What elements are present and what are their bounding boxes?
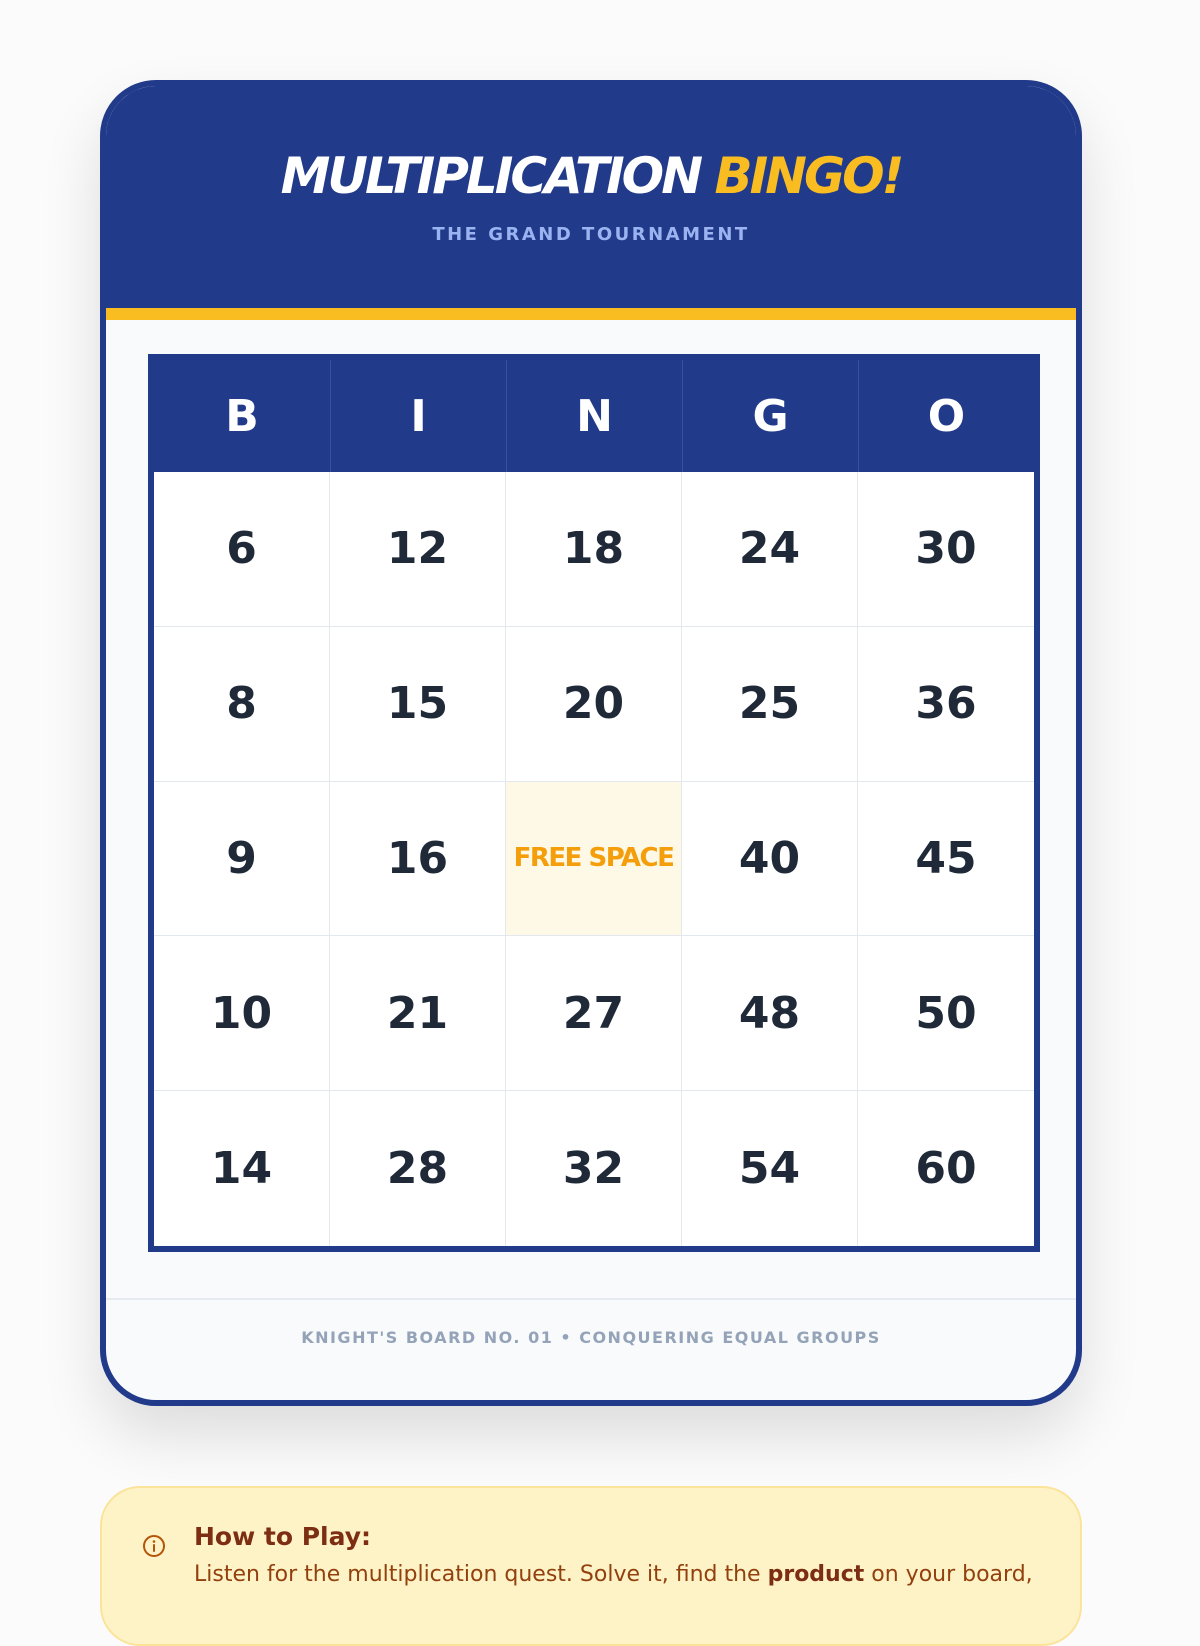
bingo-cell[interactable]: 16: [330, 782, 506, 937]
title-main: MULTIPLICATION: [280, 147, 701, 205]
bingo-cell[interactable]: 21: [330, 936, 506, 1091]
free-space-cell[interactable]: FREE SPACE: [506, 782, 682, 937]
bingo-cell[interactable]: 36: [858, 627, 1034, 782]
bingo-cell[interactable]: 32: [506, 1091, 682, 1246]
column-letter-o: O: [858, 360, 1034, 472]
bingo-cell[interactable]: 9: [154, 782, 330, 937]
bingo-cell[interactable]: 24: [682, 472, 858, 627]
bingo-letter-row: [154, 360, 1034, 472]
column-letter-b: B: [225, 390, 259, 442]
bingo-cell[interactable]: 60: [915, 1143, 977, 1195]
column-letter-i: I: [330, 360, 506, 472]
bingo-card: [100, 80, 1082, 1406]
bingo-cell[interactable]: 8: [154, 627, 330, 782]
how-to-play-panel: [100, 1486, 1082, 1646]
bingo-cell[interactable]: 50: [858, 936, 1034, 1091]
bingo-cell[interactable]: 54: [682, 1091, 858, 1246]
card-footer: [106, 1298, 1076, 1406]
bingo-cell[interactable]: 48: [682, 936, 858, 1091]
bingo-cell[interactable]: 27: [506, 936, 682, 1091]
bingo-cell[interactable]: 25: [682, 627, 858, 782]
bingo-cell[interactable]: 18: [506, 472, 682, 627]
subtitle: THE GRAND TOURNAMENT: [432, 224, 750, 245]
bingo-cell[interactable]: 20: [506, 627, 682, 782]
bingo-cells: [154, 472, 1034, 1246]
column-letter-g: G: [682, 360, 858, 472]
bingo-cell[interactable]: 12: [330, 472, 506, 627]
title-accent: BINGO!: [714, 147, 902, 205]
bingo-cell[interactable]: 15: [330, 627, 506, 782]
how-to-play-text-bold: product: [767, 1562, 865, 1587]
bingo-cell[interactable]: 10: [154, 936, 330, 1091]
bingo-cell[interactable]: 30: [858, 472, 1034, 627]
page-title: [106, 146, 1076, 206]
footer-caption: KNIGHT'S BOARD NO. 01 • CONQUERING EQUAL GROUPS: [301, 1328, 881, 1347]
how-to-play-text-start: Listen for the multiplication quest. Solve it, find the: [194, 1562, 768, 1587]
bingo-cell[interactable]: 45: [858, 782, 1034, 937]
how-to-play-text: [194, 1562, 1034, 1587]
bingo-grid: [148, 354, 1040, 1252]
info-icon: [142, 1534, 166, 1558]
column-letter-n: N: [506, 360, 682, 472]
bingo-cell[interactable]: 28: [330, 1091, 506, 1246]
bingo-cell[interactable]: 6: [154, 472, 330, 627]
bingo-cell[interactable]: 40: [682, 782, 858, 937]
card-header: [106, 86, 1076, 320]
bingo-cell[interactable]: 14: [154, 1091, 330, 1246]
how-to-play-text-end: on your board,: [864, 1562, 1033, 1587]
how-to-play-title: How to Play:: [194, 1522, 372, 1551]
